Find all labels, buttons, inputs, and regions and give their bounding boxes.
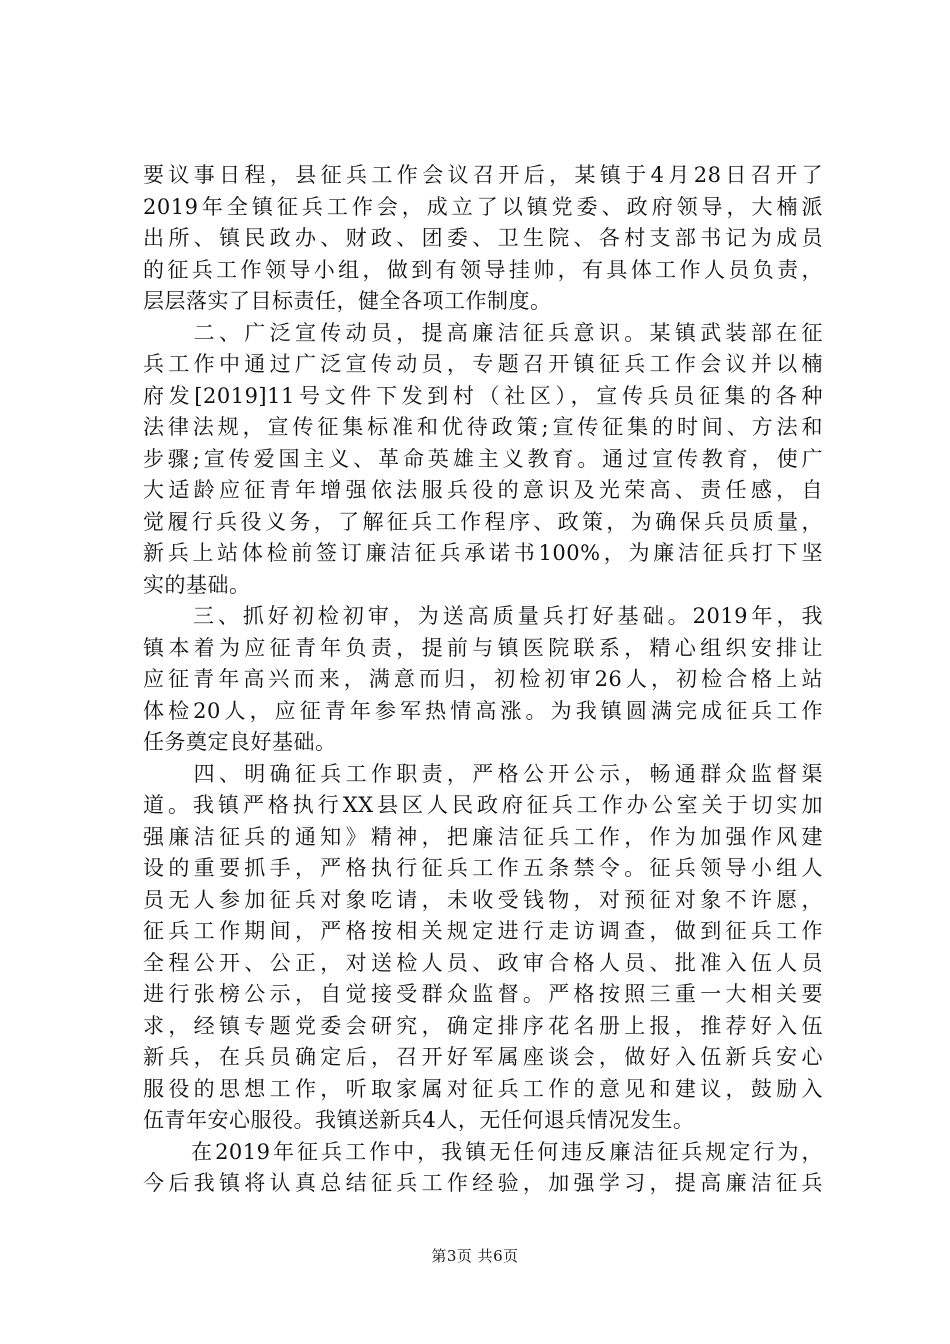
text-line: 三、抓好初检初审，为送高质量兵打好基础。2019年，我 — [143, 604, 823, 628]
document-body — [143, 160, 823, 1200]
text-line: 四、明确征兵工作职责，严格公开公示，畅通群众监督渠 — [143, 761, 823, 786]
text-line: 进行张榜公示，自觉接受群众监督。严格按照三重一大相关要 — [143, 982, 823, 1006]
page-footer: 第3页 共6页 — [431, 1247, 519, 1265]
text-line: 二、广泛宣传动员，提高廉洁征兵意识。某镇武装部在征 — [143, 320, 823, 345]
text-line: 新兵，在兵员确定后，召开好军属座谈会，做好入伍新兵安心 — [143, 1045, 823, 1069]
text-line: 伍青年安心服役。我镇送新兵4人，无任何退兵情况发生。 — [143, 1108, 695, 1132]
text-line: 镇本着为应征青年负责，提前与镇医院联系，精心组织安排让 — [143, 635, 823, 660]
text-line: 的征兵工作领导小组，做到有领导挂帅，有具体工作人员负责， — [143, 257, 823, 282]
text-line: 步骤;宣传爱国主义、革命英雄主义教育。通过宣传教育，使广 — [143, 446, 823, 471]
text-line: 应征青年高兴而来，满意而归，初检初审26人，初检合格上站 — [143, 667, 823, 691]
text-line: 全程公开、公正，对送检人员、政审合格人员、批准入伍人员 — [143, 950, 823, 975]
text-line: 大适龄应征青年增强依法服兵役的意识及光荣高、责任感，自 — [143, 478, 823, 502]
text-line: 新兵上站体检前签订廉洁征兵承诺书100%，为廉洁征兵打下坚 — [143, 541, 823, 565]
text-line: 服役的思想工作，听取家属对征兵工作的意见和建议，鼓励入 — [143, 1076, 823, 1101]
text-line: 府发[2019]11号文件下发到村（社区），宣传兵员征集的各种 — [143, 383, 823, 408]
text-line: 实的基础。 — [143, 572, 251, 597]
text-line: 出所、镇民政办、财政、团委、卫生院、各村支部书记为成员 — [143, 226, 823, 250]
text-line: 要议事日程，县征兵工作会议召开后，某镇于4月28日召开了 — [143, 163, 823, 187]
text-line: 设的重要抓手，严格执行征兵工作五条禁令。征兵领导小组人 — [143, 856, 823, 880]
text-line: 今后我镇将认真总结征兵工作经验，加强学习，提高廉洁征兵 — [143, 1171, 823, 1195]
text-line: 2019年全镇征兵工作会，成立了以镇党委、政府领导，大楠派 — [143, 194, 823, 219]
text-line: 在2019年征兵工作中，我镇无任何违反廉洁征兵规定行为， — [143, 1139, 823, 1164]
text-line: 体检20人，应征青年参军热情高涨。为我镇圆满完成征兵工作 — [143, 698, 823, 723]
text-line: 兵工作中通过广泛宣传动员，专题召开镇征兵工作会议并以楠 — [143, 352, 823, 376]
text-line: 征兵工作期间，严格按相关规定进行走访调查，做到征兵工作 — [143, 919, 823, 943]
text-line: 任务奠定良好基础。 — [143, 730, 337, 754]
text-line: 道。我镇严格执行XX县区人民政府征兵工作办公室关于切实加 — [143, 793, 823, 817]
text-line: 觉履行兵役义务，了解征兵工作程序、政策，为确保兵员质量， — [143, 509, 823, 534]
text-line: 法律法规，宣传征集标准和优待政策;宣传征集的时间、方法和 — [143, 415, 823, 439]
text-line: 求，经镇专题党委会研究，确定排序花名册上报，推荐好入伍 — [143, 1013, 823, 1038]
text-line: 层层落实了目标责任，健全各项工作制度。 — [143, 289, 552, 313]
text-line: 强廉洁征兵的通知》精神，把廉洁征兵工作，作为加强作风建 — [143, 824, 823, 849]
text-line: 员无人参加征兵对象吃请，未收受钱物，对预征对象不许愿， — [143, 887, 823, 912]
